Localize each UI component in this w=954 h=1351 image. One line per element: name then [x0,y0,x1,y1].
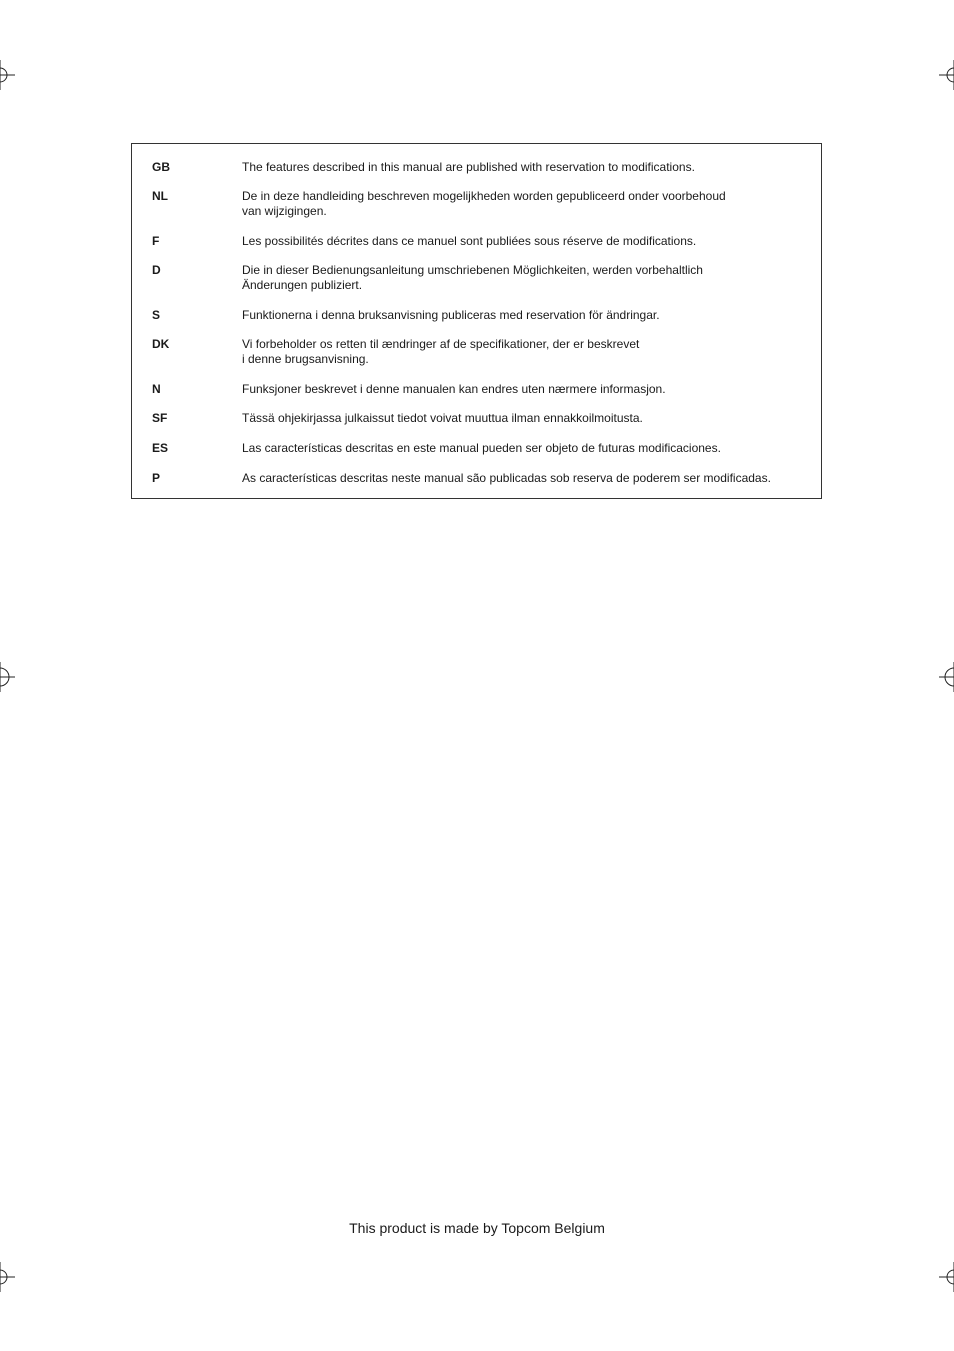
modification-notice-box [131,143,822,499]
notice-text: As características descritas neste manual são publicadas sob reserva de poderem ser modificadas. [242,471,771,485]
notice-text: Les possibilités décrites dans ce manuel sont publiées sous réserve de modifications. [242,234,697,248]
language-code: P [152,471,161,485]
registration-mark-bottom-left-icon [0,1262,15,1292]
language-code: D [152,263,161,277]
language-code: DK [152,337,170,351]
notice-text: Funksjoner beskrevet i denne manualen kan endres uten nærmere informasjon. [242,382,666,396]
registration-mark-middle-left-icon [0,662,15,692]
notice-text: Die in dieser Bedienungsanleitung umschriebenen Möglichkeiten, werden vorbehaltlich Änderungen publiziert. [242,263,703,292]
language-code: N [152,382,161,396]
manufacturer-footer: This product is made by Topcom Belgium [349,1220,605,1236]
language-code: GB [152,160,170,174]
notice-text: The features described in this manual are published with reservation to modifications. [242,160,695,174]
language-code: NL [152,189,168,203]
language-code: SF [152,411,168,425]
notice-text: Funktionerna i denna bruksanvisning publiceras med reservation för ändringar. [242,308,660,322]
notice-text: Vi forbeholder os retten til ændringer af de specifikationer, der er beskrevet i denne brugsanvisning. [242,337,640,366]
language-code: ES [152,441,169,455]
notice-text: Tässä ohjekirjassa julkaissut tiedot voivat muuttua ilman ennakkoilmoitusta. [242,411,643,425]
notice-text: De in deze handleiding beschreven mogelijkheden worden gepubliceerd onder voorbehoud van wijzigingen. [242,189,726,218]
language-code: S [152,308,161,322]
registration-mark-bottom-right-icon [939,1262,954,1292]
registration-mark-middle-right-icon [939,662,954,692]
notice-text: Las características descritas en este manual pueden ser objeto de futuras modificaciones. [242,441,721,455]
language-code: F [152,234,160,248]
registration-mark-top-right-icon [939,60,954,90]
registration-mark-top-left-icon [0,60,15,90]
